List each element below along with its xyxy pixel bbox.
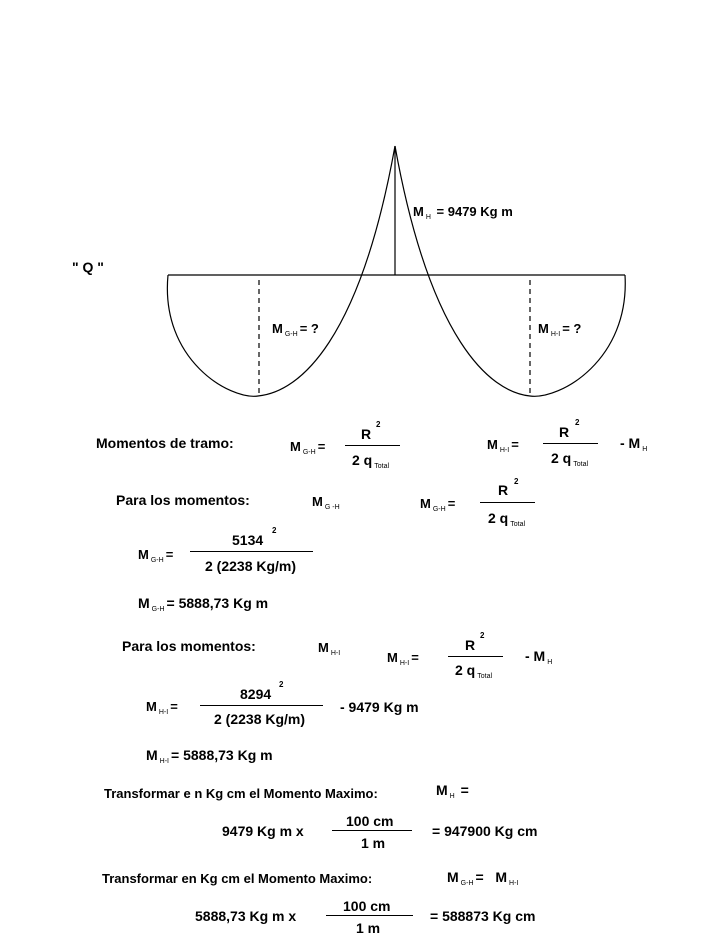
section2-calc-den: 2 (2238 Kg/m) [214, 711, 306, 727]
tramo-minus-mh: - M $_H$ [620, 435, 648, 453]
section2-formula-den: 2 q $_{Total}$ [455, 662, 493, 680]
mgh-label: M $_{G-H}$ = ? [272, 321, 319, 338]
section2-result: M $_{H-I}$ = 5888,73 Kg m [146, 747, 273, 765]
section2-calc-label: M $_{H-I}$ = [146, 699, 178, 716]
tramo-m2: M $_{H-I}$ = [487, 437, 519, 454]
section2-formula-exp: 2 [480, 631, 485, 640]
transform2-result: = 588873 Kg cm [430, 908, 536, 924]
section1-formula-exp: 2 [514, 477, 519, 486]
section1-label: Para los momentos: [116, 492, 250, 508]
transform1-result: = 947900 Kg cm [432, 823, 538, 839]
section1-ref: M $_{G -H}$ [312, 494, 340, 511]
tramo-num1: R [361, 426, 372, 442]
mh-label: M $_H$ = 9479 Kg m [413, 204, 513, 221]
section2-calc-minus: - 9479 Kg m [340, 699, 419, 715]
section1-formula-label: M $_{G-H}$ = [420, 496, 456, 513]
tramo-den2: 2 q $_{Total}$ [551, 450, 589, 468]
span-curve-hi [395, 146, 625, 396]
transform1-lhs: 9479 Kg m x [222, 823, 304, 839]
section2-formula-label: M $_{H-I}$ = [387, 650, 419, 667]
section2-formula-num: R [465, 637, 476, 653]
transform1-den: 1 m [361, 835, 386, 851]
section2-calc-bar [200, 705, 323, 706]
transform1-num: 100 cm [346, 813, 394, 829]
tramo-label: Momentos de tramo: [96, 435, 234, 451]
tramo-exp2: 2 [575, 418, 580, 427]
tramo-fraction-bar1 [345, 445, 400, 446]
transform2-bar [326, 915, 413, 916]
section1-formula-den: 2 q $_{Total}$ [488, 510, 526, 528]
section2-formula-bar [448, 656, 503, 657]
section1-calc-den: 2 (2238 Kg/m) [205, 558, 297, 574]
tramo-m1: M $_{G-H}$ = [290, 439, 326, 456]
section1-formula-bar [480, 502, 535, 503]
q-label: " Q " [72, 259, 104, 275]
section1-calc-num: 5134 [232, 532, 264, 548]
transform2-den: 1 m [356, 920, 381, 936]
tramo-exp1: 2 [376, 420, 381, 429]
transform2-label: Transformar en Kg cm el Momento Maximo: [102, 871, 373, 886]
section1-calc-label: M $_{G-H}$ = [138, 547, 174, 564]
mhi-label: M $_{H-I}$ = ? [538, 321, 582, 338]
tramo-fraction-bar2 [543, 443, 598, 444]
section2-label: Para los momentos: [122, 638, 256, 654]
section2-calc-exp: 2 [279, 680, 284, 689]
section1-result: M $_{G-H}$ = 5888,73 Kg m [138, 595, 269, 613]
section1-calc-exp: 2 [272, 526, 277, 535]
transform2-lhs: 5888,73 Kg m x [195, 908, 297, 924]
tramo-num2: R [559, 424, 570, 440]
tramo-den1: 2 q $_{Total}$ [352, 452, 390, 470]
section2-calc-num: 8294 [240, 686, 272, 702]
transform1-bar [332, 830, 412, 831]
section2-ref: M $_{H-I}$ [318, 640, 341, 657]
span-curve-gh [167, 146, 395, 396]
section1-formula-num: R [498, 482, 509, 498]
transform2-num: 100 cm [343, 898, 391, 914]
section2-formula-minus: - M $_H$ [525, 648, 553, 666]
transform2-target: M $_{G-H}$ = M $_{H-I}$ [447, 869, 519, 887]
transform1-label: Transformar e n Kg cm el Momento Maximo: [104, 786, 378, 801]
transform1-target: M $_H$ = [436, 782, 469, 800]
section1-calc-bar [190, 551, 313, 552]
